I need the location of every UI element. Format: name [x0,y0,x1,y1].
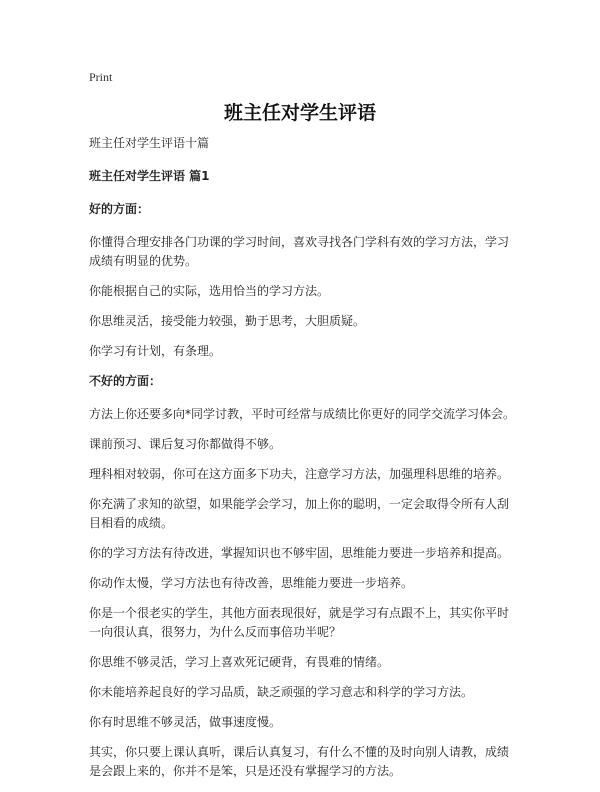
bad-item: 你是一个很老实的学生，其他方面表现很好，就是学习有点跟不上，其实你平时一向很认真，很努力，为什么反而事倍功半呢？ [89,606,510,639]
page-title: 班主任对学生评语 [223,102,376,124]
bad-aspects-heading: 不好的方面： [89,374,162,388]
bad-item: 你动作太慢，学习方法也有待改善，思维能力要进一步培养。 [89,576,414,590]
bad-item: 课前预习、课后复习你都做得不够。 [89,437,282,451]
bad-item: 你思维不够灵活，学习上喜欢死记硬背，有畏难的情绪。 [89,655,390,669]
bad-item: 其实，你只要上课认真听，课后认真复习，有什么不懂的及时向别人请教，成绩是会跟上来的，你并不是笨，只是还没有掌握学习的方法。 [89,745,510,778]
bad-item: 你的学习方法有待改进，掌握知识也不够牢固，思维能力要进一步培养和提高。 [89,546,510,560]
bad-item: 方法上你还要多向*同学讨教，平时可经常与成绩比你更好的同学交流学习体会。 [89,407,516,421]
bad-item: 理科相对较弱，你可在这方面多下功夫，注意学习方法，加强理科思维的培养。 [89,467,510,481]
good-item: 你学习有计划，有条理。 [89,344,222,358]
good-item: 你思维灵活，接受能力较强，勤于思考，大胆质疑。 [89,314,366,328]
article-subtitle: 班主任对学生评语十篇 [89,136,210,150]
bad-item: 你有时思维不够灵活，做事速度慢。 [89,715,282,729]
print-link[interactable]: Print [89,70,113,84]
good-aspects-heading: 好的方面： [89,202,150,216]
good-item: 你能根据自己的实际，选用恰当的学习方法。 [89,284,330,298]
good-item: 你懂得合理安排各门功课的学习时间，喜欢寻找各门学科有效的学习方法，学习成绩有明显的优势。 [89,235,510,268]
article-body [89,134,519,792]
bad-item: 你充满了求知的欲望，如果能学会学习，加上你的聪明，一定会取得令所有人刮目相看的成绩。 [89,497,510,530]
section-heading: 班主任对学生评语 篇1 [89,169,210,183]
bad-item: 你未能培养起良好的学习品质，缺乏顽强的学习意志和科学的学习方法。 [89,685,474,699]
